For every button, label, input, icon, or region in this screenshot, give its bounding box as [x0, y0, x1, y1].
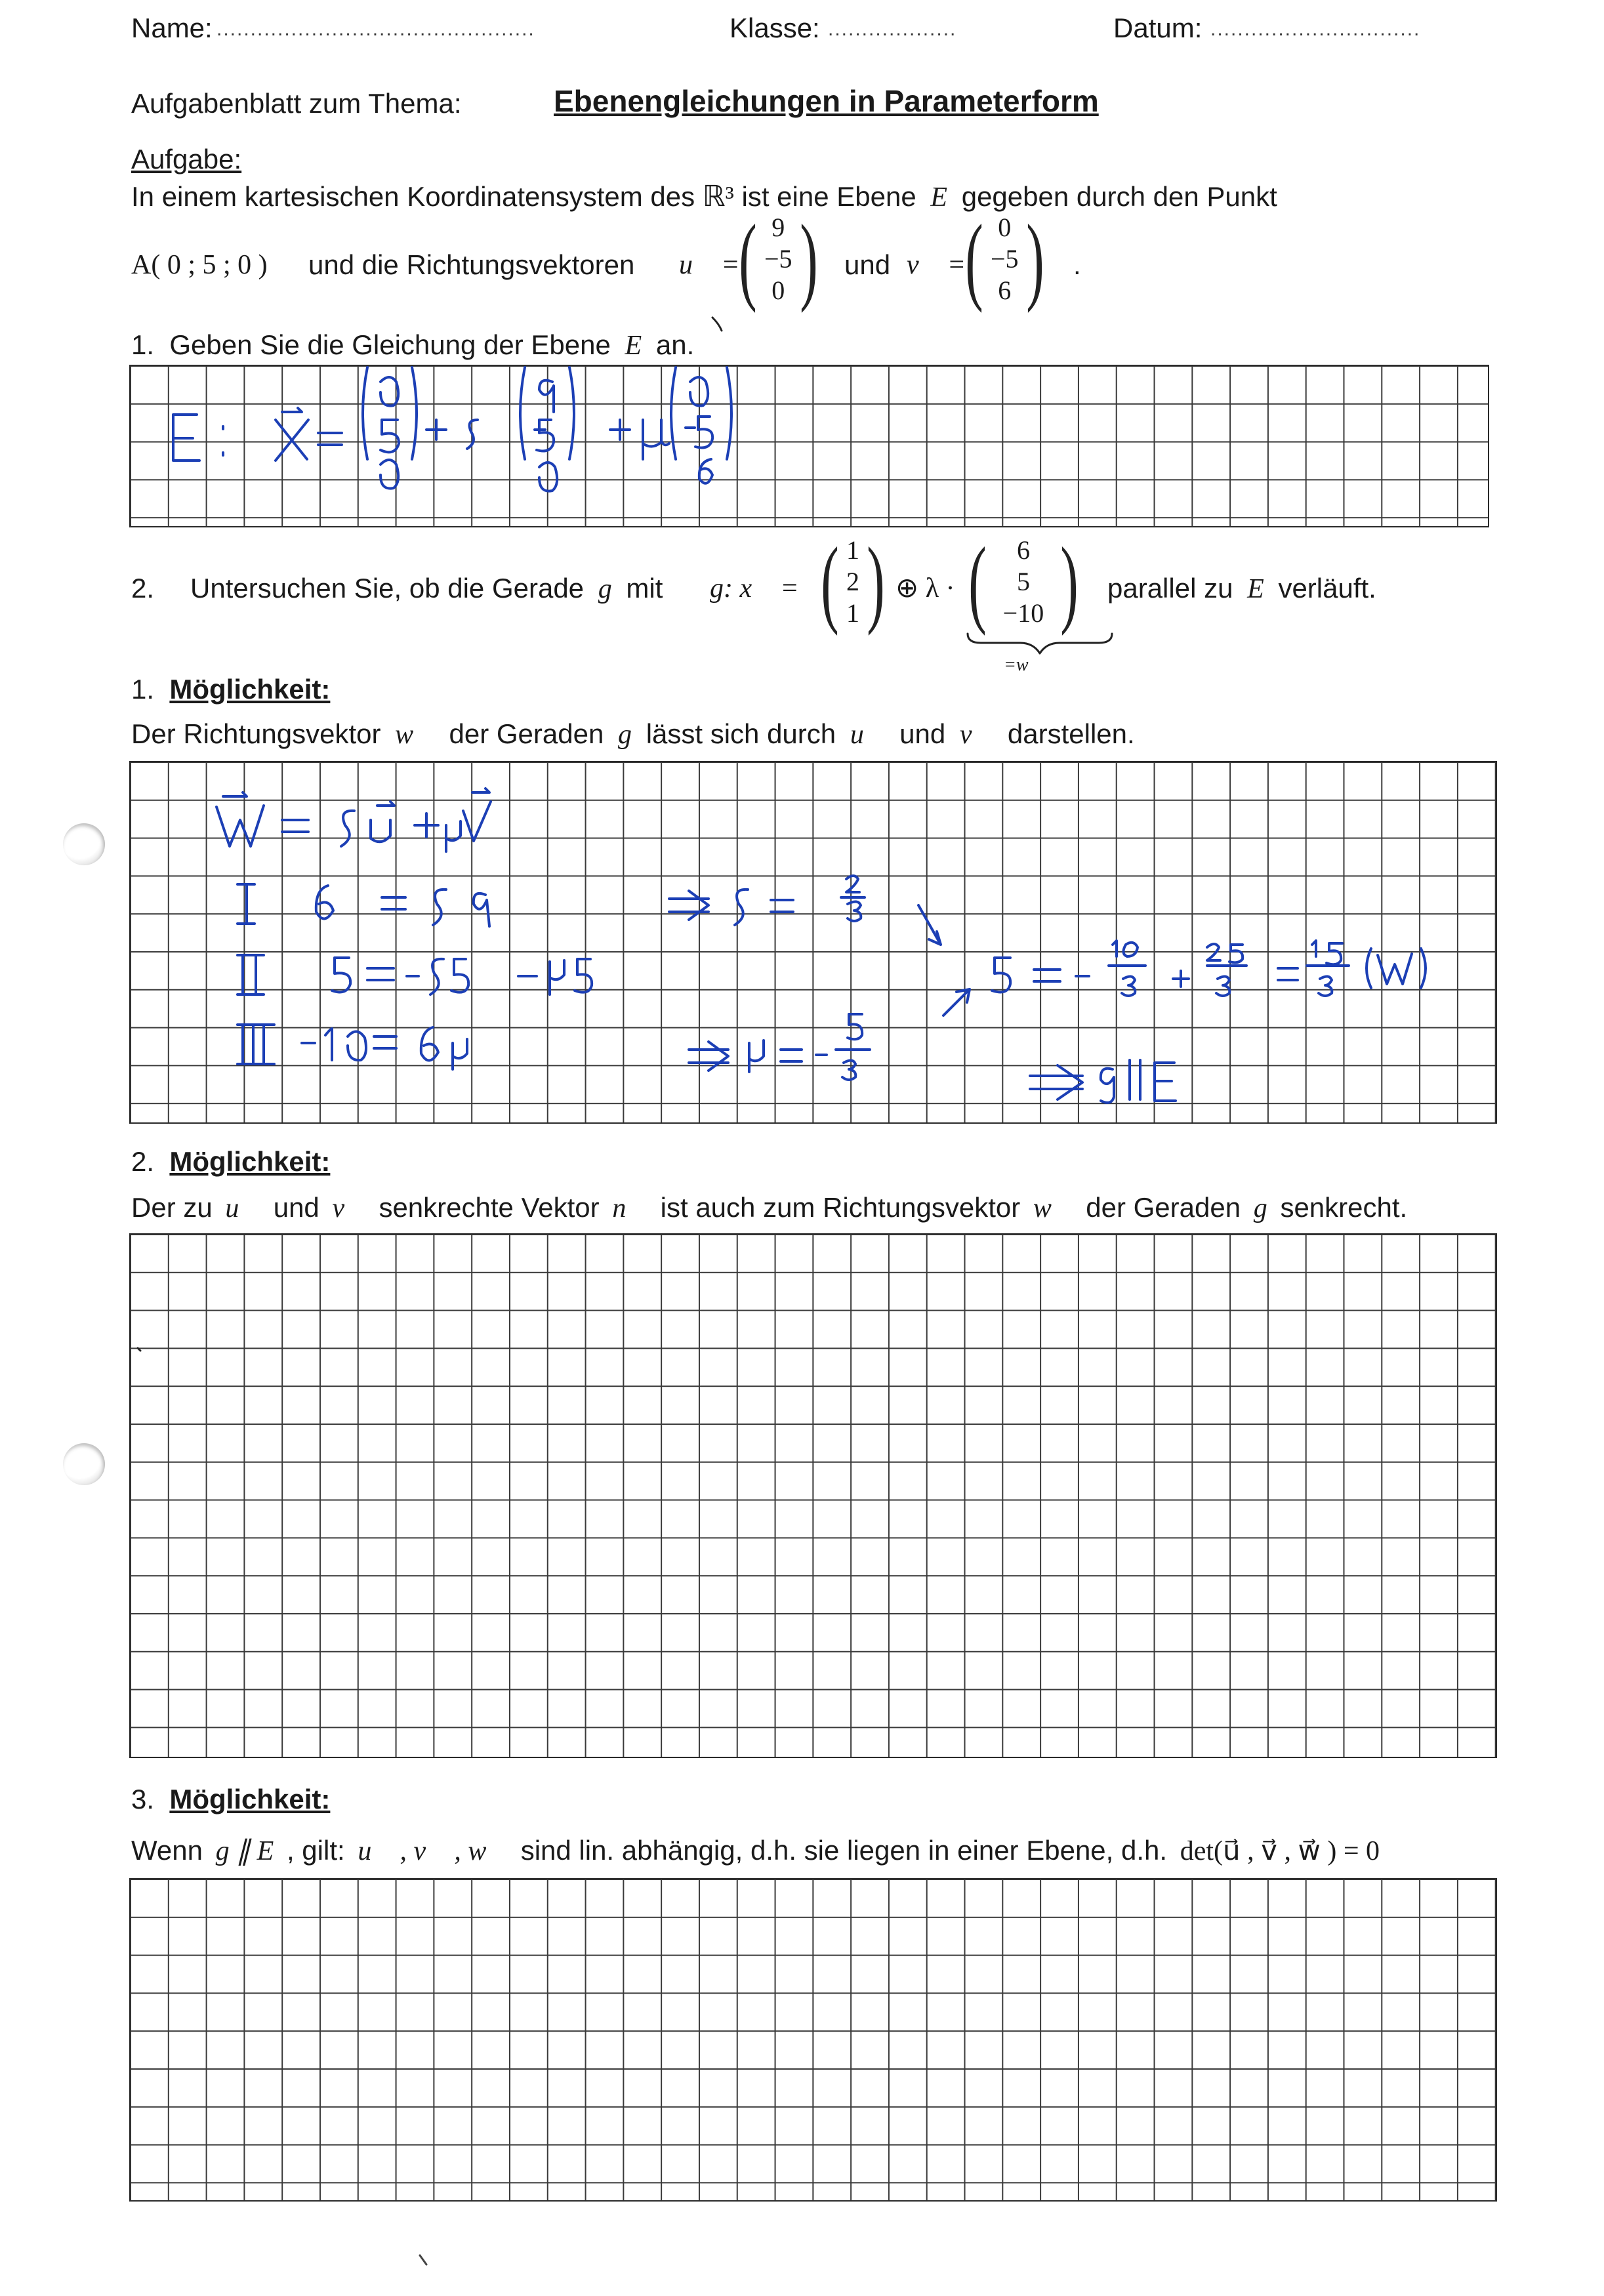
q2-text: Untersuchen Sie, ob die Gerade g mit: [190, 573, 663, 604]
datum-label: Datum:: [1113, 12, 1203, 43]
punch-hole: [63, 1443, 105, 1485]
topic-label: Aufgabenblatt zum Thema:: [131, 88, 462, 119]
q2-number: 2.: [131, 573, 155, 604]
datum-field[interactable]: ...............................: [1210, 18, 1421, 40]
page-title: Ebenengleichungen in Parameterform: [554, 84, 1099, 118]
w-underbrace-label: =w⃗: [1004, 655, 1043, 675]
m3-text: Wenn g ∥ E , gilt: u⃗ , v⃗ , w⃗ sind lin. abhängig, d.h. sie liegen in einer Ebene, d.h. det(u⃗ , v⃗ , w⃗ ) = 0: [131, 1835, 1380, 1866]
answer-grid-1[interactable]: [129, 365, 1489, 527]
point-a: A( 0 ; 5 ; 0 ): [131, 250, 268, 280]
punch-hole: [63, 823, 105, 865]
m2-text: Der zu u⃗ und v⃗ senkrechte Vektor n⃗ ist auch zum Richtungsvektor w⃗ der Geraden g senkrecht.: [131, 1192, 1408, 1223]
v-vector: ( 0 −5 6 ): [965, 205, 1044, 314]
m2-heading: 2. Möglichkeit:: [131, 1146, 331, 1177]
q2-text-end: parallel zu E verläuft.: [1107, 573, 1376, 604]
task-line2: und die Richtungsvektoren: [308, 249, 635, 280]
v-vector-label: v⃗ =: [907, 250, 966, 280]
name-label: Name:: [131, 12, 213, 43]
g-equation: g: x⃗ =: [710, 573, 799, 604]
m1-text: Der Richtungsvektor w⃗ der Geraden g lässt sich durch u⃗ und v⃗ darstellen.: [131, 718, 1135, 750]
task-heading: Aufgabe:: [131, 144, 242, 174]
g-operator: ⊕ λ ·: [895, 573, 955, 604]
klasse-label: Klasse:: [730, 12, 820, 43]
w-vector: ( 6 5 −10 ): [968, 527, 1079, 636]
answer-grid-2[interactable]: [129, 761, 1497, 1124]
name-field[interactable]: ...............................................: [216, 18, 535, 40]
g-support-vector: ( 1 2 1 ): [821, 527, 885, 636]
q1-text: 1. Geben Sie die Gleichung der Ebene E an.: [131, 329, 695, 361]
answer-grid-4[interactable]: [129, 1878, 1497, 2202]
answer-grid-3[interactable]: [129, 1233, 1497, 1758]
task-line1: In einem kartesischen Koordinatensystem des ℝ³ ist eine Ebene E gegeben durch den Punkt: [131, 180, 1277, 213]
sentence-end: .: [1073, 249, 1081, 280]
m3-heading: 3. Möglichkeit:: [131, 1784, 331, 1814]
klasse-field[interactable]: ...................: [828, 18, 957, 40]
m1-heading: 1. Möglichkeit:: [131, 674, 331, 705]
u-vector-label: u⃗ =: [679, 250, 740, 280]
u-vector: ( 9 −5 0 ): [739, 205, 818, 314]
und-text: und: [844, 249, 891, 280]
